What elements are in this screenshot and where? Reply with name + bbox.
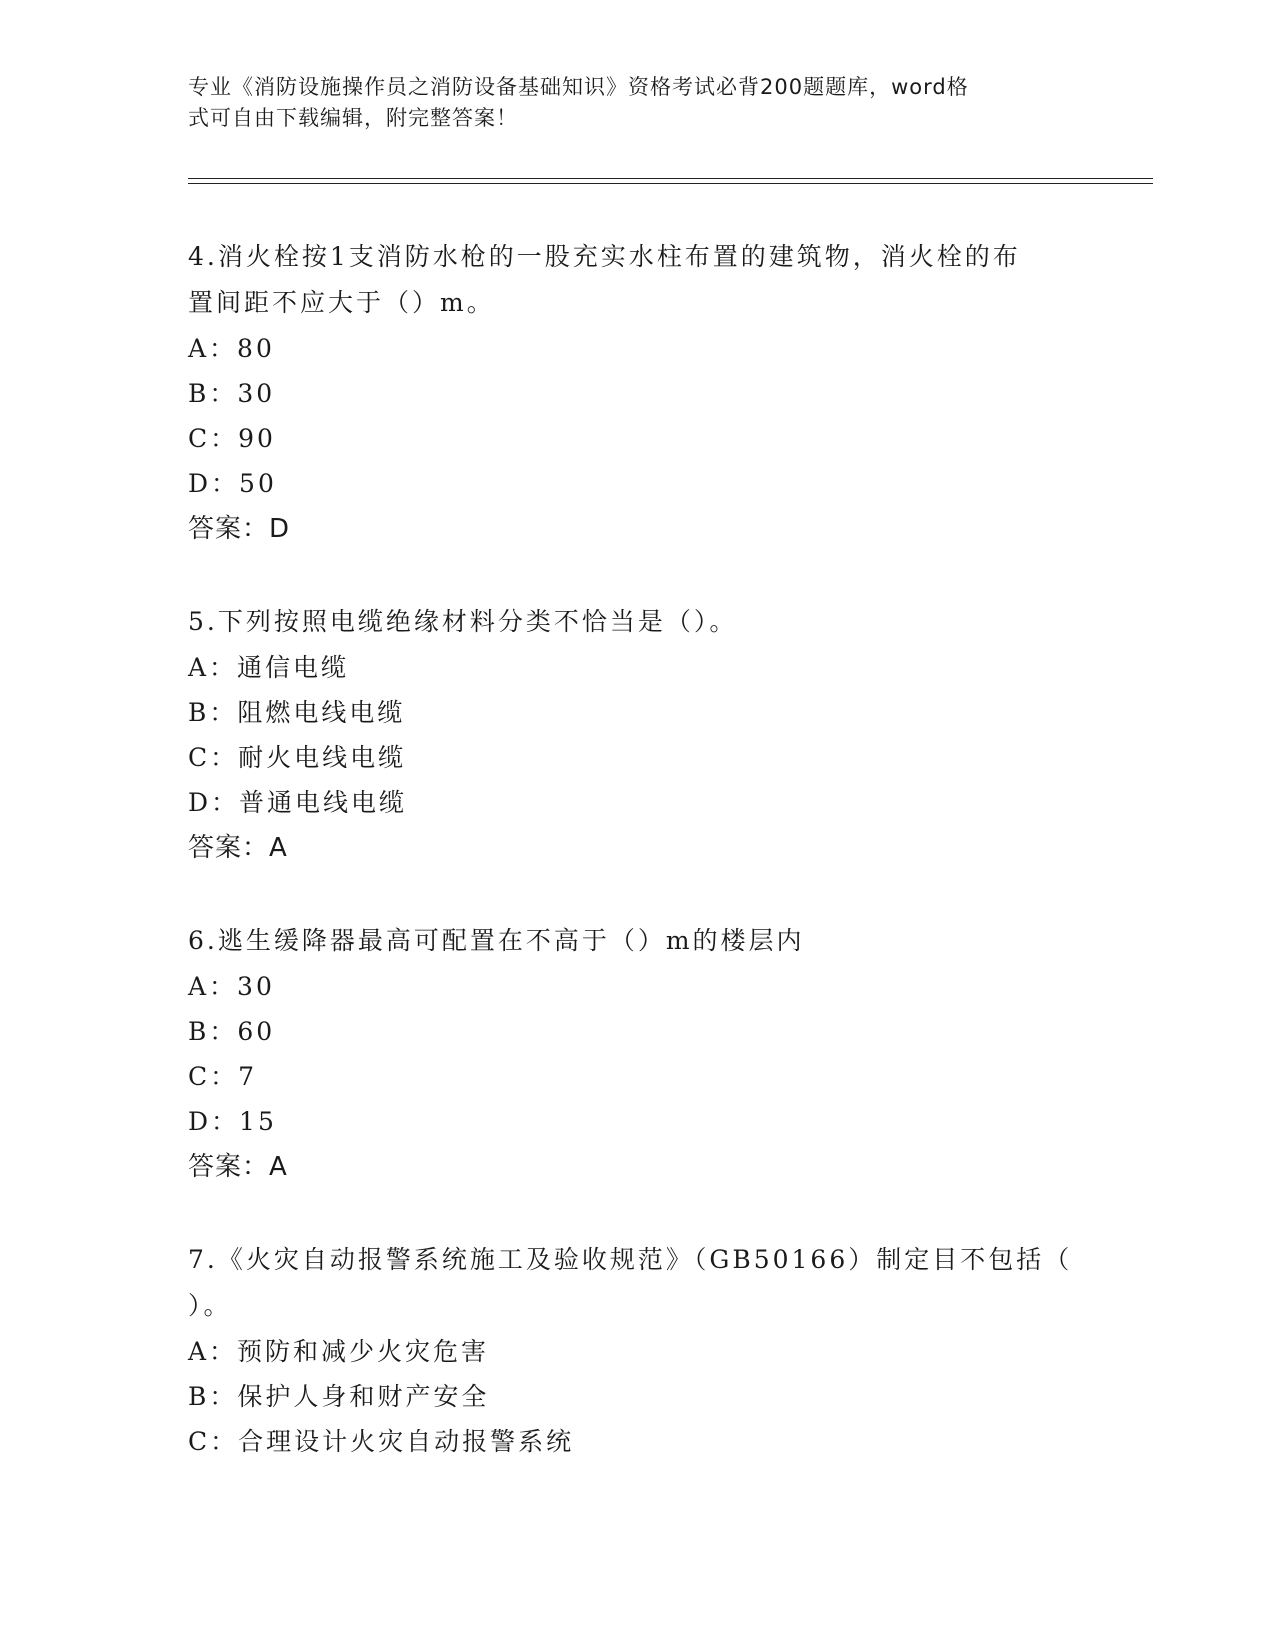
option-c: C：合理设计火灾自动报警系统 (188, 1427, 575, 1456)
option-d: D：15 (188, 1107, 277, 1136)
question-7 (188, 1237, 1088, 1464)
option-a: A：80 (188, 334, 275, 363)
question-6 (188, 918, 1088, 1190)
question-text-continued: ）。 (188, 1291, 232, 1320)
option-c: C：90 (188, 424, 276, 453)
question-4 (188, 234, 1088, 552)
answer: 答案：A (188, 833, 288, 863)
option-b: B：保护人身和财产安全 (188, 1382, 490, 1411)
option-c: C：耐火电线电缆 (188, 743, 407, 772)
option-d: D：普通电线电缆 (188, 788, 408, 817)
option-a: A：通信电缆 (188, 653, 350, 682)
option-b: B：阻燃电线电缆 (188, 698, 406, 727)
question-list (188, 234, 1088, 1511)
option-a: A：30 (188, 972, 275, 1001)
option-c: C：7 (188, 1062, 258, 1091)
question-text: 6.逃生缓降器最高可配置在不高于（）m的楼层内 (188, 926, 805, 955)
header-divider-bottom (188, 183, 1153, 184)
option-b: B：60 (188, 1017, 276, 1046)
document-header (188, 72, 1088, 134)
question-5 (188, 599, 1088, 871)
option-b: B：30 (188, 379, 276, 408)
header-line-2: 式可自由下载编辑，附完整答案！ (188, 106, 518, 130)
question-text: 5.下列按照电缆绝缘材料分类不恰当是（）。 (188, 607, 738, 636)
option-d: D：50 (188, 469, 277, 498)
answer: 答案：A (188, 1152, 288, 1182)
answer: 答案：D (188, 514, 291, 544)
header-divider-top (188, 178, 1153, 179)
question-text-continued: 置间距不应大于（）m。 (188, 288, 495, 317)
question-text: 7.《火灾自动报警系统施工及验收规范》（GB50166）制定目不包括（ (188, 1245, 1073, 1274)
question-text: 4.消火栓按1支消防水枪的一股充实水柱布置的建筑物，消火栓的布 (188, 242, 1021, 271)
option-a: A：预防和减少火灾危害 (188, 1337, 490, 1366)
header-line-1: 专业《消防设施操作员之消防设备基础知识》资格考试必背200题题库，word格 (188, 75, 969, 99)
